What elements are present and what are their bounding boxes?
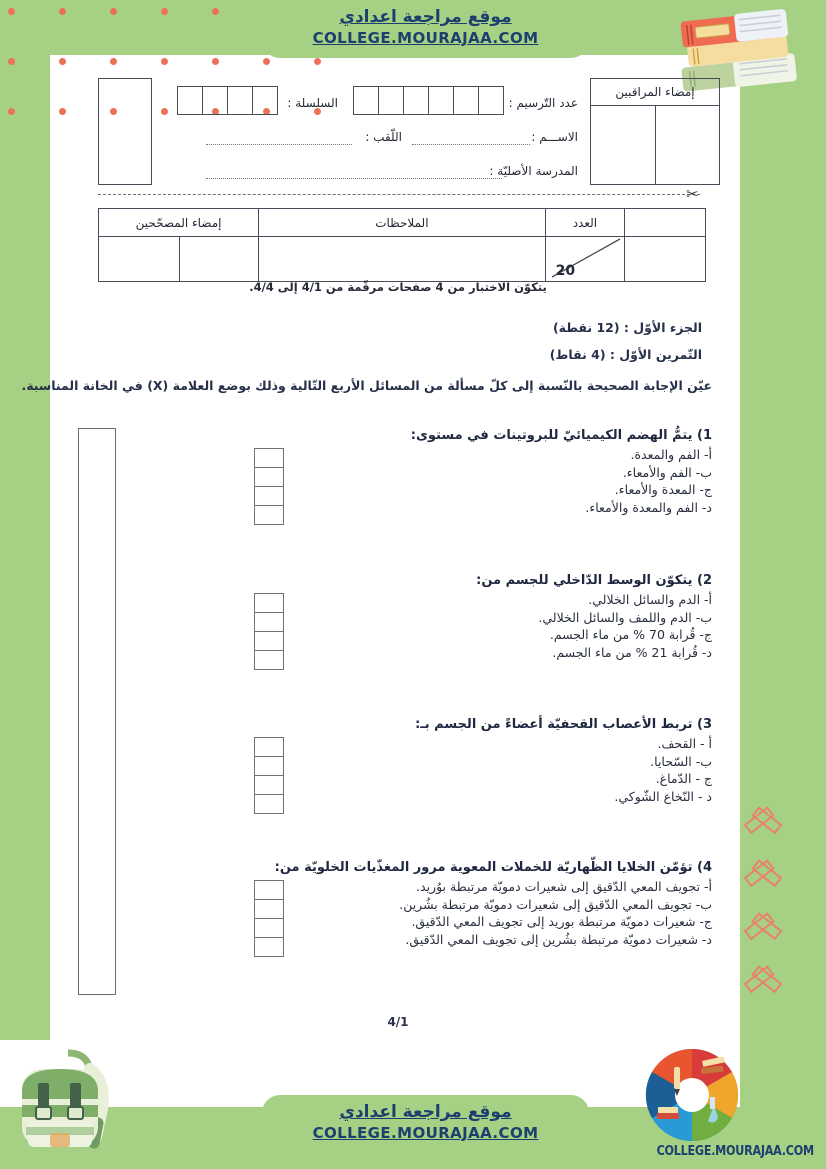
- question-2-option-b: ب- الدم واللمف والسائل الخلالي.: [538, 609, 712, 625]
- page-number: 4/1: [387, 1015, 409, 1029]
- backpack-illustration: [12, 1039, 124, 1163]
- question-2-option-a: أ- الدم والسائل الخلالي.: [588, 592, 712, 607]
- q1-box-b[interactable]: [255, 468, 283, 487]
- signature-divider: [655, 105, 656, 184]
- polka-dot: [110, 58, 117, 65]
- green-right-band: [740, 0, 826, 1110]
- mark-cell[interactable]: [545, 237, 625, 282]
- question-4-option-d: د- شعيرات دمويّة مرتبطة بشُرين إلى تجويف المعي الدّقيق.: [405, 931, 712, 947]
- question-2-option-d: د- قُرابة 21 % من ماء الجسم.: [552, 644, 712, 660]
- surname-input-line[interactable]: [206, 144, 352, 145]
- cut-here-dashed-line: [98, 194, 700, 195]
- corner-brand-url: COLLEGE.MOURAJAA.COM: [656, 1144, 814, 1159]
- school-supplies-logo: [644, 1047, 740, 1147]
- question-3-answer-boxes[interactable]: [254, 737, 284, 814]
- q4-box-c[interactable]: [255, 919, 283, 938]
- polka-dot: [8, 108, 15, 115]
- question-3-option-a: أ - القحف.: [657, 736, 712, 751]
- exercise-title: التّمرين الأوّل : (4 نقاط): [549, 347, 702, 362]
- question-1-answer-boxes[interactable]: [254, 448, 284, 525]
- question-1-title: 1) يتمُّ الهضم الكيميائيّ للبروتينات في مستوى:: [410, 428, 712, 443]
- registration-cell[interactable]: [453, 86, 479, 115]
- question-4-title: 4) تؤمّن الخلايا الظّهاريّة للخملات المعوية مرور المغذّيات الخلويّة من:: [274, 860, 712, 875]
- chevron-up-icon: [741, 901, 785, 927]
- registration-cell[interactable]: [428, 86, 454, 115]
- question-2-option-c: ج- قُرابة 70 % من ماء الجسم.: [549, 627, 712, 642]
- series-cell[interactable]: [202, 86, 228, 115]
- series-label: السلسلة :: [287, 96, 338, 110]
- polka-dot: [161, 8, 168, 15]
- q3-box-c[interactable]: [255, 776, 283, 795]
- question-2: [152, 573, 712, 661]
- question-3-title: 3) تربط الأعصاب القحفيّة أعضاءً من الجسم بـ:: [415, 717, 712, 732]
- q4-box-a[interactable]: [255, 881, 283, 900]
- question-2-answer-boxes[interactable]: [254, 593, 284, 670]
- exercise-instruction: عيّن الإجابة الصحيحة بالنّسبة إلى كلّ مسألة من المسائل الأربع التّالية وذلك بوضع العلامة (X) في الخانة المناسبة.: [21, 378, 712, 393]
- q2-box-c[interactable]: [255, 632, 283, 651]
- site-footer-banner: [262, 1095, 589, 1157]
- chevron-up-icon: [741, 954, 785, 980]
- registration-label: عدد التّرسيم :: [508, 96, 578, 110]
- question-4-option-a: أ- تجويف المعي الدّقيق إلى شعيرات دمويّة مرتبطة بوُريد.: [416, 879, 712, 894]
- name-input-line[interactable]: [412, 144, 530, 145]
- supervisors-signature-label: إمضاء المراقبين: [591, 79, 719, 106]
- question-1-option-c: ج- المعدة والأمعاء.: [614, 482, 712, 497]
- polka-dot: [8, 8, 15, 15]
- surname-label: اللّقب :: [365, 130, 402, 144]
- polka-dot: [212, 58, 219, 65]
- polka-dot: [212, 8, 219, 15]
- q2-box-a[interactable]: [255, 594, 283, 613]
- chevron-up-icon: [741, 848, 785, 874]
- polka-dot: [263, 58, 270, 65]
- question-2-title: 2) يتكوّن الوسط الدّاخلي للجسم من:: [476, 573, 712, 588]
- site-header-url: COLLEGE.MOURAJAA.COM: [312, 29, 539, 47]
- correctors-cell-divider: [179, 237, 180, 281]
- supervisors-signature-box: [590, 78, 720, 185]
- name-label: الاســـم :: [531, 130, 578, 144]
- pages-note: يتكوّن الاختبار من 4 صفحات مرقّمة من 4/1 إلى 4/4.: [249, 280, 547, 294]
- question-3-option-c: ج - الدّماغ.: [655, 771, 712, 786]
- question-1-option-a: أ- الفم والمعدة.: [630, 447, 712, 462]
- correctors-signature-cell[interactable]: [99, 237, 259, 282]
- polka-dot: [59, 8, 66, 15]
- question-3-option-b: ب- السّحايا.: [650, 753, 712, 769]
- series-cells[interactable]: [178, 86, 278, 115]
- site-footer-url: COLLEGE.MOURAJAA.COM: [312, 1124, 539, 1142]
- q4-box-d[interactable]: [255, 938, 283, 956]
- question-4-answer-boxes[interactable]: [254, 880, 284, 957]
- scissors-icon: ✂: [686, 185, 699, 203]
- grade-table: [98, 208, 706, 282]
- question-3-option-d: د - النّخاع الشّوكي.: [614, 788, 712, 804]
- q1-box-c[interactable]: [255, 487, 283, 506]
- part-title: الجزء الأوّل : (12 نقطة): [552, 320, 702, 335]
- question-4: [152, 860, 712, 948]
- registration-cells[interactable]: [355, 86, 504, 115]
- question-1-option-d: د- الفم والمعدة والأمعاء.: [585, 499, 712, 515]
- identity-block: [98, 78, 720, 188]
- mark-header: العدد: [545, 209, 625, 237]
- correctors-signature-header: إمضاء المصحّحين: [99, 209, 259, 237]
- series-cell[interactable]: [252, 86, 278, 115]
- registration-cell[interactable]: [403, 86, 429, 115]
- registration-stamp-box: [98, 78, 152, 185]
- marks-column[interactable]: [78, 428, 116, 995]
- school-label: المدرسة الأصليّة :: [489, 164, 578, 178]
- chevron-up-icon: [741, 795, 785, 821]
- series-cell[interactable]: [227, 86, 253, 115]
- q3-box-b[interactable]: [255, 757, 283, 776]
- q2-box-d[interactable]: [255, 651, 283, 669]
- polka-dot: [161, 58, 168, 65]
- polka-dot: [314, 58, 321, 65]
- grade-blank-header: [625, 209, 706, 237]
- grade-blank-cell: [625, 237, 706, 282]
- site-footer-arabic: موقع مراجعة اعدادي: [339, 1102, 512, 1122]
- mark-total-value: 20: [555, 263, 576, 279]
- polka-dot: [59, 58, 66, 65]
- polka-dot: [8, 58, 15, 65]
- question-3: [152, 717, 712, 805]
- q3-box-a[interactable]: [255, 738, 283, 757]
- observations-header: الملاحظات: [259, 209, 546, 237]
- question-4-option-b: ب- تجويف المعي الدّقيق إلى شعيرات دمويّة مرتبطة بشُرين.: [399, 896, 712, 912]
- site-header-banner: [262, 0, 589, 58]
- site-header-arabic: موقع مراجعة اعدادي: [339, 7, 512, 27]
- registration-cell[interactable]: [353, 86, 379, 115]
- q1-box-d[interactable]: [255, 506, 283, 524]
- polka-dot: [110, 8, 117, 15]
- question-1: [152, 428, 712, 516]
- q2-box-b[interactable]: [255, 613, 283, 632]
- observations-cell[interactable]: [259, 237, 546, 282]
- series-cell[interactable]: [177, 86, 203, 115]
- question-4-option-c: ج- شعيرات دمويّة مرتبطة بوريد إلى تجويف المعي الدّقيق.: [411, 914, 712, 929]
- question-1-option-b: ب- الفم والأمعاء.: [622, 464, 712, 480]
- q3-box-d[interactable]: [255, 795, 283, 813]
- polka-dot: [59, 108, 66, 115]
- registration-cell[interactable]: [478, 86, 504, 115]
- school-input-line[interactable]: [206, 178, 502, 179]
- q1-box-a[interactable]: [255, 449, 283, 468]
- registration-cell[interactable]: [378, 86, 404, 115]
- q4-box-b[interactable]: [255, 900, 283, 919]
